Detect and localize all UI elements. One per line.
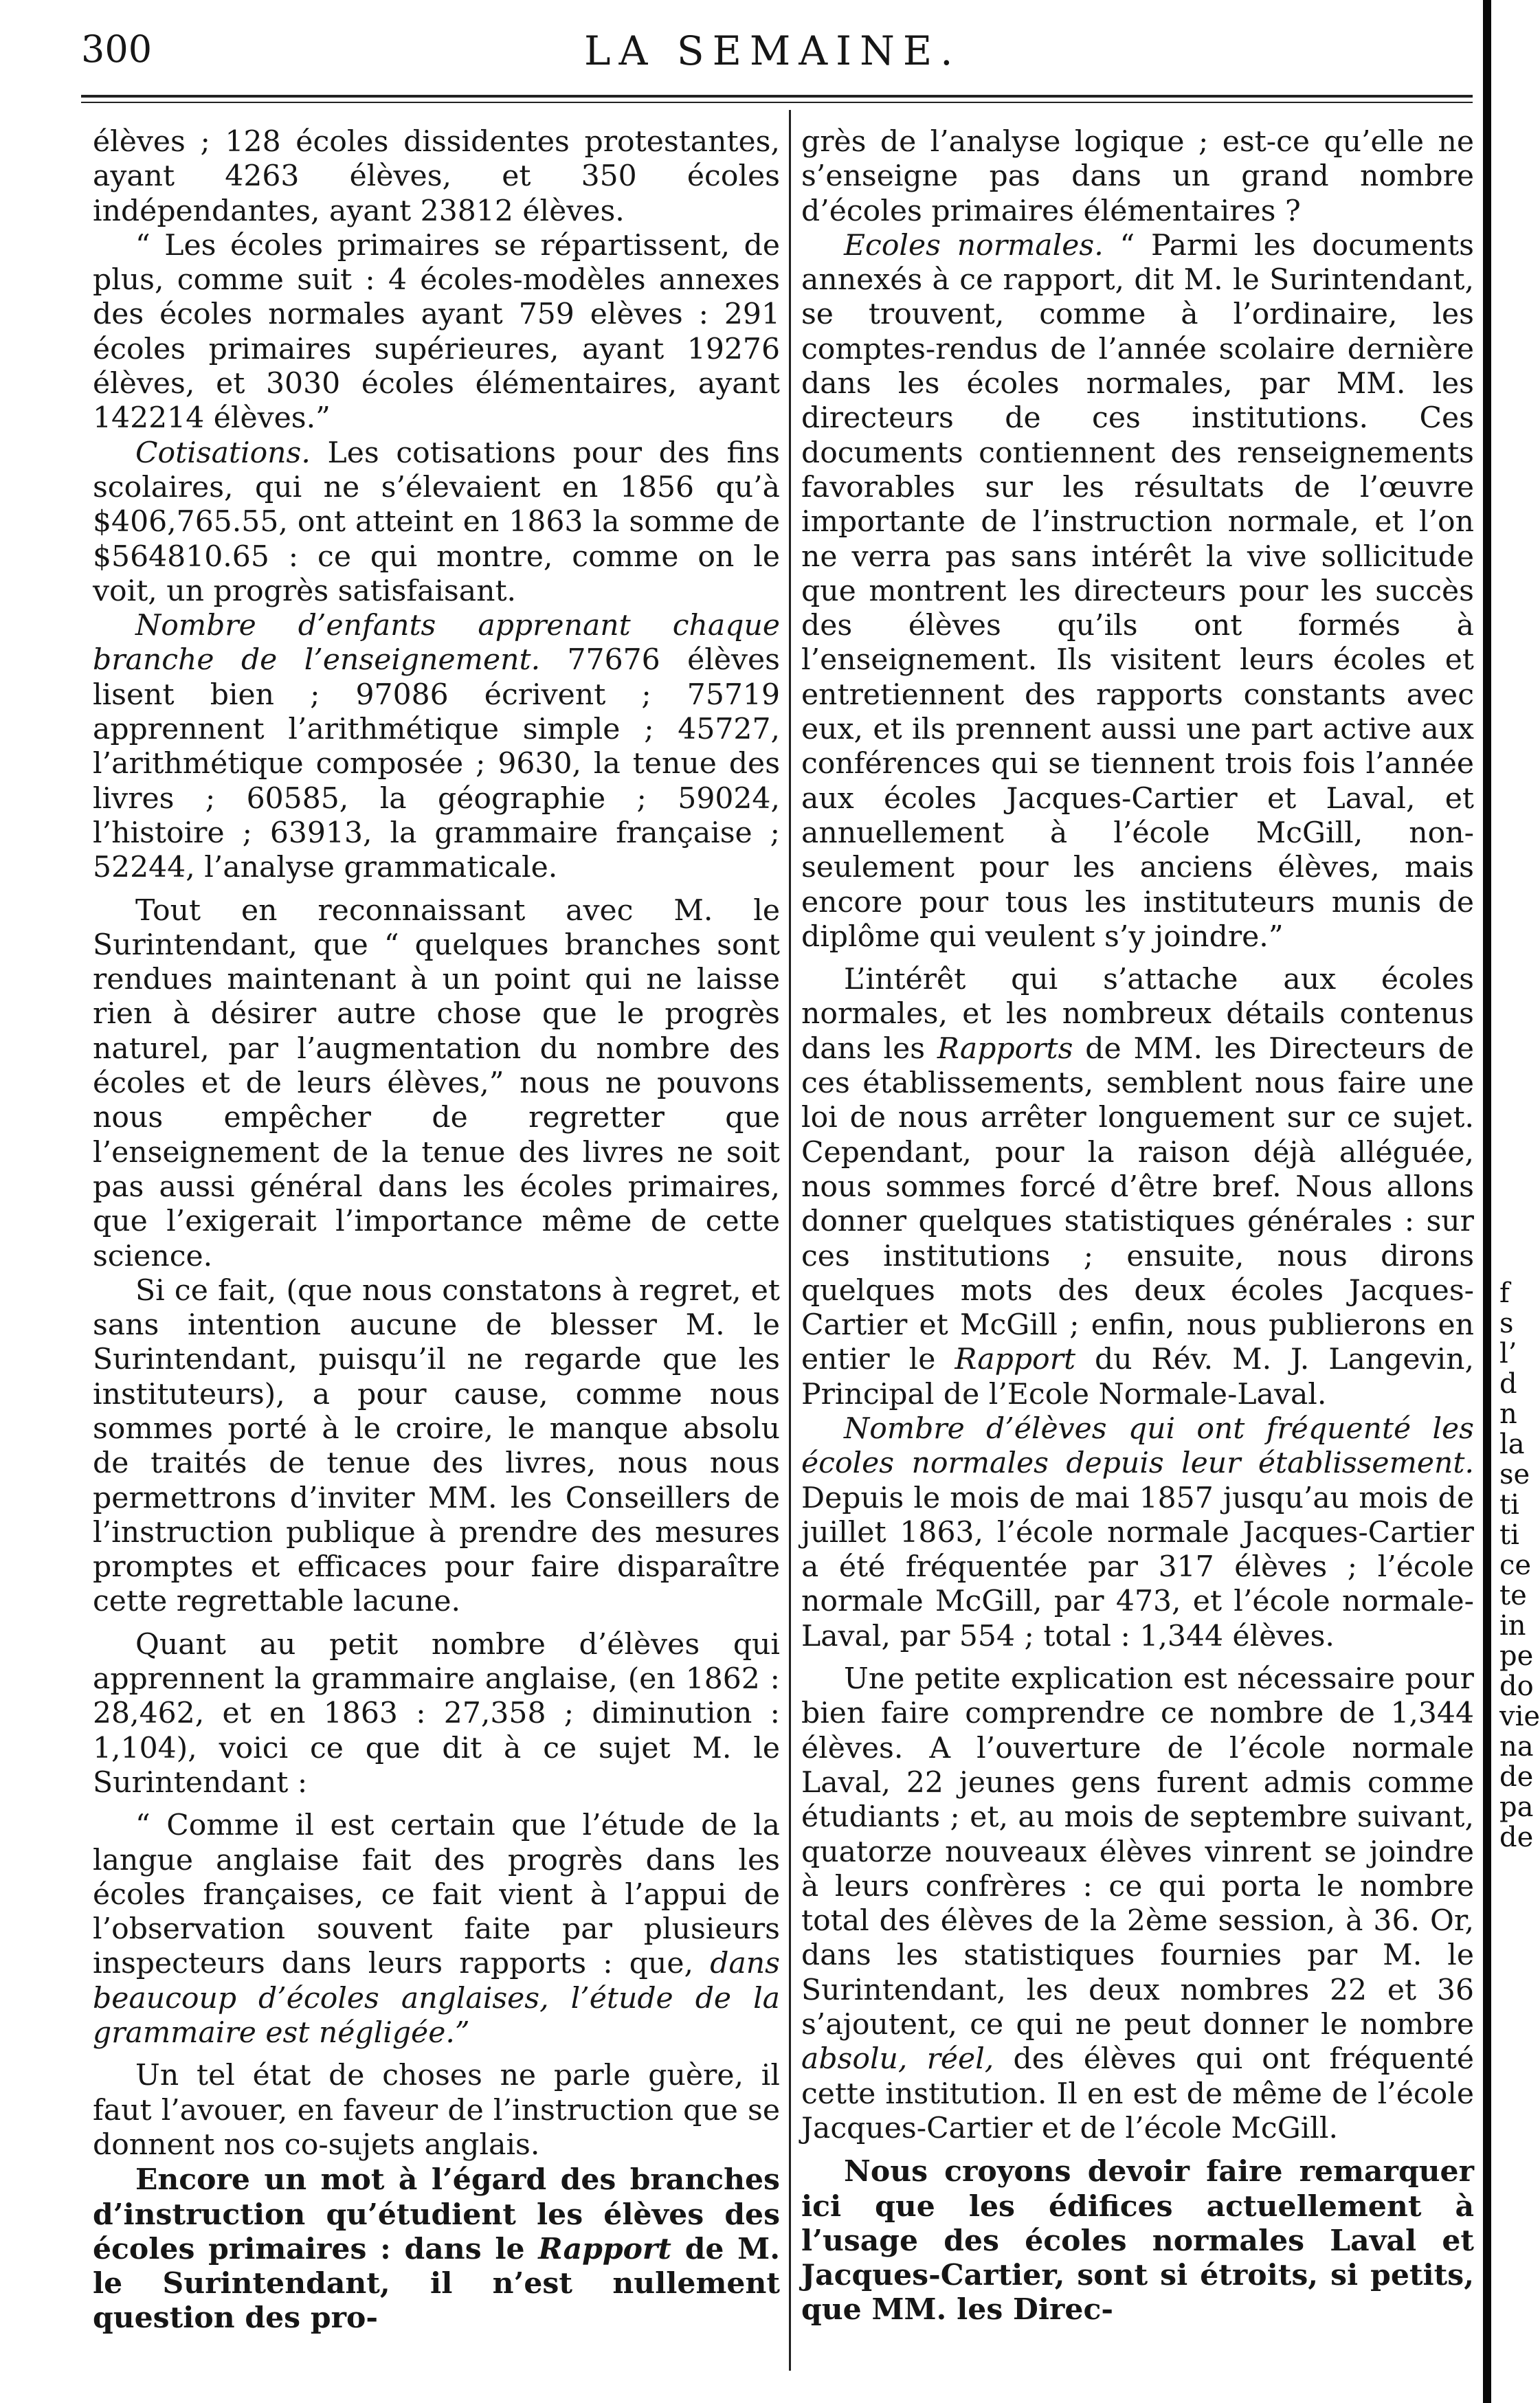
paragraph: Tout en reconnaissant avec M. le Surintendant, que “ quelques branches sont rendues maintenant à un point qui ne laisse rien à désirer autre chose que le progrès naturel, par l’augmentation du nombre des écoles et de leurs élèves,” nous ne pouvons nous empêcher de regretter que l’enseignement de la tenue des livres ne soit pas aussi général dans les écoles primaires, que l’exigerait l’importance même de cette science. — [93, 893, 780, 1273]
bleed-fragment: n — [1499, 1398, 1517, 1430]
paragraph: Quant au petit nombre d’élèves qui apprennent la grammaire anglaise, (en 1862 : 28,462, et en 1863 : 27,358 ; diminution : 1,104), voici ce que dit à ce sujet M. le Surintendant : — [93, 1627, 780, 1800]
italic-word: absolu, réel, — [801, 2042, 994, 2077]
italic-word: Rapports — [937, 1031, 1073, 1066]
paragraph-text: de M. le Surintendant, il n’est nullement question des pro- — [93, 2231, 781, 2336]
paragraph-text: Une petite explication est nécessaire pour bien faire comprendre ce nombre de 1,344 élèves. A l’ouverture de l’école normale Laval, 22 jeunes gens furent admis comme étudiants ; et, au mois de septembre suivant, quatorze nouveaux élèves vinrent se joindre à leurs confrères : ce qui porta le nombre total des élèves de la 2ème session, à 36. Or, dans les statistiques fournies par M. le Surintendant, les deux nombres 22 et 36 s’ajoutent, ce qui ne peut donner le nombre — [801, 1662, 1474, 2042]
bleed-fragment: in — [1499, 1610, 1526, 1642]
paragraph — [801, 963, 1474, 1412]
paragraph: Un tel état de choses ne parle guère, il faut l’avouer, en faveur de l’instruction que se donnent nos co-sujets anglais. — [93, 2059, 780, 2162]
column-divider — [789, 110, 791, 2371]
paragraph-text: “ Parmi les documents annexés à ce rapport, dit M. le Surintendant, se trouvent, comme à l’ordinaire, les comptes-rendus de l’année scolaire dernière dans les écoles normales, par MM. les directeurs de ces institutions. Ces documents contiennent des renseignements favorables sur les résultats de l’œuvre importante de l’instruction normale, et l’on ne verra pas sans intérêt la vive sollicitude que montrent les directeurs pour les succès des élèves qu’ils ont formés à l’enseignement. Ils visitent leurs écoles et entretiennent des rapports constants avec eux, et ils prennent aussi une part active aux conférences qui se tiennent trois fois l’année aux écoles Jacques-Cartier et Laval, et annuellement à l’école McGill, non-seulement pour les anciens élèves, mais encore pour tous les instituteurs munis de diplôme qui veulent s’y joindre.” — [801, 228, 1474, 954]
page-number: 300 — [81, 27, 153, 71]
right-edge-bar — [1483, 0, 1491, 2403]
paragraph: élèves ; 128 écoles dissidentes protestantes, ayant 4263 élèves, et 350 écoles indépendantes, ayant 23812 élèves. — [93, 125, 780, 228]
paragraph-text: “ Comme il est certain que l’étude de la langue anglaise fait des progrès dans les écoles françaises, ce fait vient à l’appui de l’observation souvent faite par plusieurs inspecteurs dans leurs rapports : que, — [93, 1809, 780, 1981]
left-column — [93, 125, 780, 2336]
right-column — [801, 125, 1474, 2327]
italic-heading: Nombre d’élèves qui ont fréquenté les écoles normales depuis leur établissement. — [801, 1411, 1474, 1481]
paragraph-text: L’intérêt qui s’attache aux écoles normales, et les nombreux détails contenus dans les — [801, 963, 1474, 1066]
paragraph-text: Les cotisations pour des fins scolaires, qui ne s’élevaient en 1856 qu’à $406,765.55, ont atteint en 1863 la somme de $564810.65 : ce qui montre, comme on le voit, un progrès satisfaisant. — [93, 436, 780, 608]
italic-word: Rapport — [955, 1343, 1076, 1377]
paragraph — [93, 436, 780, 609]
paragraph-text: Encore un mot à l’égard des branches d’instruction qu’étudient les élèves des écoles primaires : dans le — [93, 2162, 780, 2266]
bleed-fragment: ce — [1499, 1550, 1532, 1581]
paragraph — [801, 229, 1474, 954]
paragraph: “ Les écoles primaires se répartissent, de plus, comme suit : 4 écoles-modèles annexes des écoles normales ayant 759 elèves : 291 écoles primaires supérieures, ayant 19276 élèves, et 3030 écoles élémentaires, ayant 142214 élèves.” — [93, 228, 780, 436]
italic-word: Rapport — [538, 2231, 671, 2266]
italic-quote: dans beaucoup d’écoles anglaises, l’étude de la grammaire est négligée.” — [93, 1947, 780, 2050]
bleed-fragment: vie — [1499, 1701, 1540, 1732]
bleed-fragment: na — [1499, 1731, 1534, 1763]
paragraph — [93, 1809, 780, 2050]
italic-heading: Ecoles normales. — [844, 228, 1104, 262]
bleed-fragment: se — [1499, 1459, 1530, 1490]
paragraph-text: Depuis le mois de mai 1857 jusqu’au mois de juillet 1863, l’école normale Jacques-Cartier a été fréquentée par 317 élèves ; l’école normale McGill, par 473, et l’école normale-Laval, par 554 ; total : 1,344 élèves. — [801, 1481, 1474, 1653]
header-rule-thin — [81, 102, 1473, 103]
bleed-fragment: l’ — [1499, 1338, 1517, 1370]
bleed-fragment: te — [1499, 1580, 1527, 1611]
bleed-fragment: s — [1499, 1308, 1514, 1339]
italic-heading: Nombre d’enfants apprenant chaque branche de l’enseignement. — [93, 609, 780, 678]
bleed-fragment: la — [1499, 1429, 1525, 1460]
bleed-fragment: do — [1499, 1670, 1534, 1702]
paragraph-text: des élèves qui ont fréquenté cette institution. Il en est de même de l’école Jacques-Cartier et de l’école McGill. — [801, 2042, 1475, 2145]
adjacent-page-bleed — [1499, 1277, 1540, 1853]
bleed-fragment: d — [1499, 1368, 1517, 1400]
bleed-fragment: f — [1499, 1277, 1510, 1309]
bleed-fragment: de — [1499, 1822, 1534, 1853]
bleed-fragment: ti — [1499, 1519, 1519, 1551]
paragraph-text: du Rév. M. J. Langevin, Principal de l’Ecole Normale-Laval. — [801, 1343, 1475, 1411]
paragraph: Nous croyons devoir faire remarquer ici que les édifices actuellement à l’usage des écoles normales Laval et Jacques-Cartier, sont si étroits, si petits, que MM. les Direc- — [801, 2154, 1474, 2327]
bleed-fragment: de — [1499, 1761, 1534, 1793]
running-title: LA SEMAINE. — [584, 27, 961, 74]
paragraph — [801, 1662, 1474, 2146]
paragraph-text: de MM. les Directeurs de ces établissements, semblent nous faire une loi de nous arrêter longuement sur ce sujet. Cependant, pour la raison déjà alléguée, nous sommes forcé d’être bref. Nous allons donner quelques statistiques générales : sur ces institutions ; ensuite, nous dirons quelques mots des deux écoles Jacques-Cartier et McGill ; enfin, nous publierons en entier le — [801, 1031, 1475, 1377]
bleed-fragment: pe — [1499, 1640, 1534, 1672]
paragraph: Si ce fait, (que nous constatons à regret, et sans intention aucune de blesser M. le Surintendant, puisqu’il ne regarde que les instituteurs), a pour cause, comme nous sommes porté à le croire, le manque absolu de traités de tenue des livres, nous nous permettrons d’inviter MM. les Conseillers de l’instruction publique à prendre des mesures promptes et efficaces pour faire disparaître cette regrettable lacune. — [93, 1273, 780, 1619]
italic-heading: Cotisations. — [135, 436, 311, 470]
paragraph — [93, 2162, 780, 2335]
paragraph — [93, 609, 780, 885]
paragraph — [801, 1412, 1474, 1654]
paragraph: grès de l’analyse logique ; est-ce qu’elle ne s’enseigne pas dans un grand nombre d’écoles primaires élémentaires ? — [801, 125, 1474, 228]
paragraph-text: 77676 élèves lisent bien ; 97086 écrivent ; 75719 apprennent l’arithmétique simple ; 45727, l’arithmétique composée ; 9630, la tenue des livres ; 60585, la géographie ; 59024, l’histoire ; 63913, la grammaire française ; 52244, l’analyse grammaticale. — [93, 643, 780, 885]
bleed-fragment: ti — [1499, 1489, 1519, 1521]
header-rule — [81, 95, 1473, 98]
bleed-fragment: pa — [1499, 1791, 1534, 1823]
